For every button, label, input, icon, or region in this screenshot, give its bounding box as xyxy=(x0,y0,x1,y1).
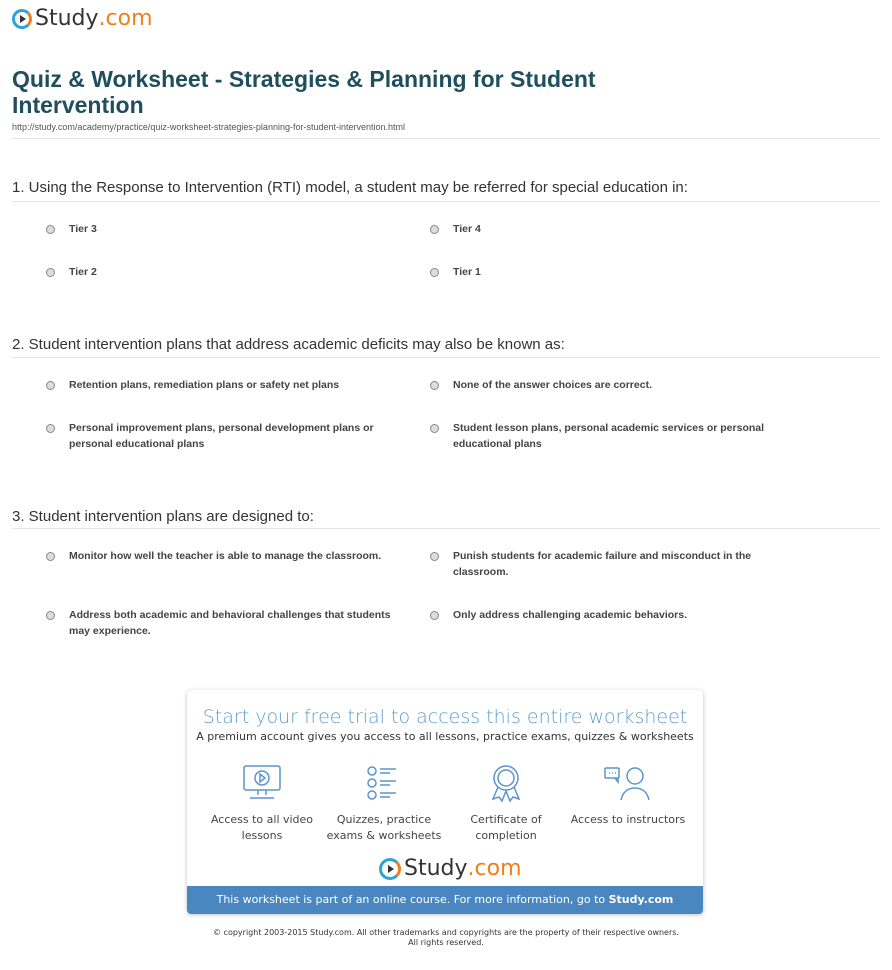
option-label: Retention plans, remediation plans or safety net plans xyxy=(69,379,340,391)
play-logo-icon xyxy=(12,9,32,29)
feature-label: Access to all video lessons xyxy=(210,813,314,842)
answer-option[interactable] xyxy=(46,264,396,280)
answer-option[interactable] xyxy=(46,548,396,564)
feature-label: Access to instructors xyxy=(570,813,686,826)
answer-option[interactable] xyxy=(430,377,780,393)
feature-certificate xyxy=(446,764,566,844)
option-label: None of the answer choices are correct. xyxy=(453,379,652,391)
radio-icon[interactable] xyxy=(430,225,439,234)
answer-option[interactable] xyxy=(430,221,780,237)
divider xyxy=(12,138,880,139)
option-label: Only address challenging academic behaviors. xyxy=(453,609,688,621)
answer-option[interactable] xyxy=(46,607,396,639)
question-2: 2. Student intervention plans that address academic deficits may also be known as: xyxy=(12,336,565,353)
feature-label: Quizzes, practice exams & worksheets xyxy=(326,813,442,842)
answer-option[interactable] xyxy=(46,221,396,237)
answer-option[interactable] xyxy=(430,607,780,623)
course-banner xyxy=(187,886,703,914)
instructor-chat-icon xyxy=(603,764,653,802)
divider xyxy=(12,528,880,529)
answer-option[interactable] xyxy=(46,420,396,452)
study-logo[interactable] xyxy=(12,6,153,31)
monitor-play-icon xyxy=(242,764,282,802)
option-label: Tier 2 xyxy=(69,266,97,278)
radio-icon[interactable] xyxy=(46,268,55,277)
radio-icon[interactable] xyxy=(46,552,55,561)
question-3: 3. Student intervention plans are designed to: xyxy=(12,508,314,525)
copyright xyxy=(0,928,892,948)
banner-text: This worksheet is part of an online course. For more information, go to xyxy=(216,893,609,906)
option-label: Tier 4 xyxy=(453,223,481,235)
answer-option[interactable] xyxy=(430,420,780,452)
logo-text: Study xyxy=(35,6,99,31)
play-logo-icon xyxy=(379,858,401,880)
radio-icon[interactable] xyxy=(430,268,439,277)
divider xyxy=(12,357,880,358)
feature-instructors xyxy=(568,764,688,828)
study-logo[interactable] xyxy=(379,856,522,881)
radio-icon[interactable] xyxy=(430,381,439,390)
checklist-icon xyxy=(364,764,404,802)
copyright-text: © copyright 2003-2015 Study.com. All other trademarks and copyrights are the property of their respective owners. xyxy=(213,928,679,937)
feature-label: Certificate of completion xyxy=(470,813,542,842)
option-label: Punish students for academic failure and misconduct in the classroom. xyxy=(453,550,752,578)
page-url: http://study.com/academy/practice/quiz-worksheet-strategies-planning-for-student-intervention.html xyxy=(12,122,406,132)
radio-icon[interactable] xyxy=(46,424,55,433)
page-title: Quiz & Worksheet - Strategies & Planning for Student Intervention xyxy=(12,66,596,118)
radio-icon[interactable] xyxy=(430,611,439,620)
feature-video-lessons xyxy=(202,764,322,844)
logo-tld: .com xyxy=(467,856,522,881)
free-trial-promo[interactable] xyxy=(187,690,703,914)
feature-quizzes xyxy=(324,764,444,844)
logo-text: Study xyxy=(404,856,468,881)
radio-icon[interactable] xyxy=(46,225,55,234)
logo-tld: .com xyxy=(98,6,153,31)
option-label: Tier 3 xyxy=(69,223,97,235)
radio-icon[interactable] xyxy=(430,424,439,433)
question-1: 1. Using the Response to Intervention (RTI) model, a student may be referred for special education in: xyxy=(12,179,688,196)
rights-text: All rights reserved. xyxy=(408,938,484,947)
certificate-ribbon-icon xyxy=(486,764,526,802)
radio-icon[interactable] xyxy=(430,552,439,561)
promo-subtitle: A premium account gives you access to all lessons, practice exams, quizzes & worksheets xyxy=(196,730,694,743)
promo-title: Start your free trial to access this entire worksheet xyxy=(202,706,688,728)
study-link[interactable]: Study.com xyxy=(608,893,674,906)
answer-option[interactable] xyxy=(430,264,780,280)
option-label: Tier 1 xyxy=(453,266,481,278)
divider xyxy=(12,201,880,202)
answer-option[interactable] xyxy=(430,548,780,580)
radio-icon[interactable] xyxy=(46,611,55,620)
option-label: Student lesson plans, personal academic services or personal educational plans xyxy=(453,422,765,450)
option-label: Personal improvement plans, personal development plans or personal educational plans xyxy=(69,422,374,450)
option-label: Address both academic and behavioral challenges that students may experience. xyxy=(69,609,391,637)
radio-icon[interactable] xyxy=(46,381,55,390)
option-label: Monitor how well the teacher is able to manage the classroom. xyxy=(69,550,382,562)
answer-option[interactable] xyxy=(46,377,396,393)
